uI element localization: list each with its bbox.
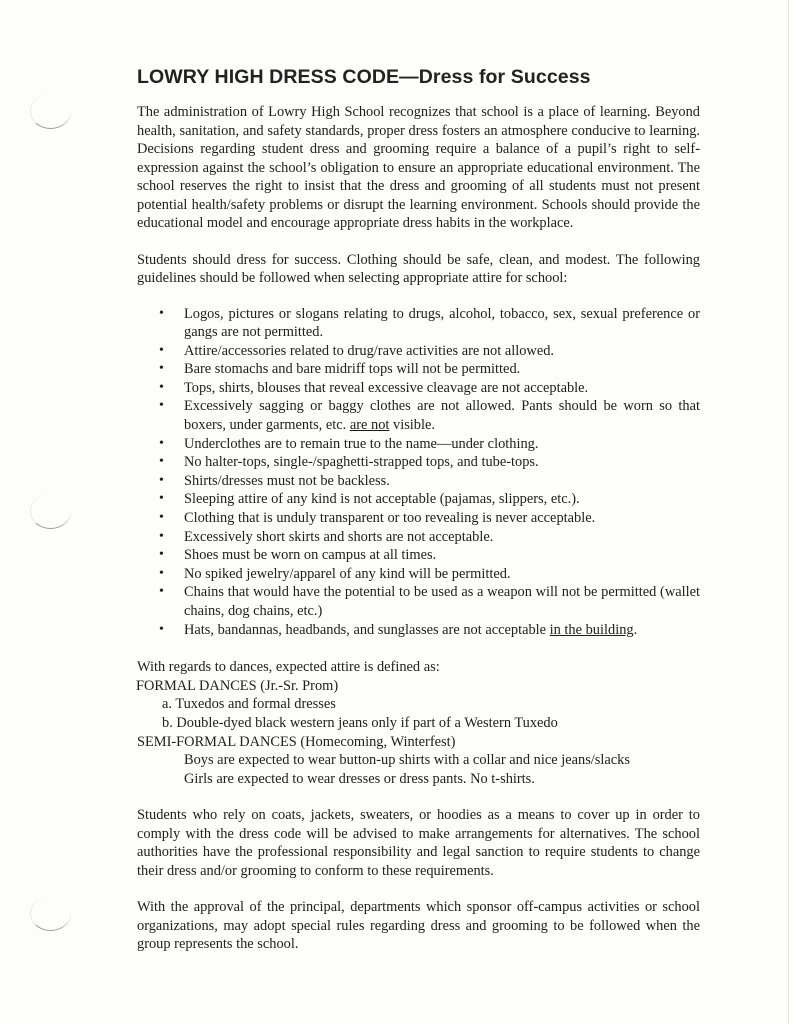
intro-paragraph: The administration of Lowry High School recognizes that school is a place of learning. Beyond health, sanitation, and safety standards, proper dress fosters an atmosphere conducive to learning. Decisions regarding student dress and grooming require a balance of a pupil’s right to self-expression against the school’s obligation to ensure an appropriate educational environment. The school reserves the right to insist that the dress and grooming of all students must not present potential health/safety problems or disrupt the learning environment. Schools should provide the educational model and encourage appropriate dress habits in the workplace. <box>137 104 700 231</box>
bullet-icon: • <box>159 342 164 358</box>
guideline-item: • Attire/accessories related to drug/rave activities are not allowed. <box>159 342 555 359</box>
guideline-item: • Excessively short skirts and shorts are not acceptable. <box>159 528 494 545</box>
guideline-item: • Tops, shirts, blouses that reveal excessive cleavage are not acceptable. <box>159 379 589 396</box>
bullet-icon: • <box>159 361 164 377</box>
approval-paragraph: With the approval of the principal, departments which sponsor off-campus activities or school organizations, may adopt special rules regarding dress and grooming to be followed when the group represents the school. <box>137 899 700 953</box>
dances-intro: With regards to dances, expected attire is defined as: <box>137 659 440 676</box>
guideline-item: • Sleeping attire of any kind is not acceptable (pajamas, slippers, etc.). <box>159 491 580 508</box>
punch-hole-top <box>30 94 71 129</box>
document-body <box>137 66 700 954</box>
guidelines-list <box>137 305 700 640</box>
underlined-text: in the building <box>549 621 634 638</box>
guideline-item: • Hats, bandannas, headbands, and sunglasses are not acceptable in the building. <box>159 621 638 638</box>
guideline-item: • No halter-tops, single-/spaghetti-strapped tops, and tube-tops. <box>159 454 539 471</box>
guideline-item: • Clothing that is unduly transparent or too revealing is never acceptable. <box>159 510 596 527</box>
guideline-item: • Excessively sagging or baggy clothes are not allowed. Pants should be worn so that boxers, under garments, etc. are not visible. <box>159 398 700 434</box>
guideline-item: • No spiked jewelry/apparel of any kind will be permitted. <box>159 565 511 582</box>
punch-hole-bottom <box>30 896 71 931</box>
bullet-icon: • <box>159 472 164 488</box>
bullet-icon: • <box>159 398 164 414</box>
bullet-icon: • <box>159 305 164 321</box>
semiformal-dance-item: Boys are expected to wear button-up shirts with a collar and nice jeans/slacks <box>184 752 630 769</box>
bullet-icon: • <box>159 584 164 600</box>
guideline-item: • Underclothes are to remain true to the name—under clothing. <box>159 435 539 452</box>
bullet-icon: • <box>159 547 164 563</box>
bullet-icon: • <box>159 621 164 637</box>
page-edge <box>788 0 789 1024</box>
formal-dance-item: a. Tuxedos and formal dresses <box>162 696 336 713</box>
bullet-icon: • <box>159 510 164 526</box>
formal-dance-item: b. Double-dyed black western jeans only if part of a Western Tuxedo <box>162 714 558 731</box>
bullet-icon: • <box>159 454 164 470</box>
underlined-text: are not <box>349 417 390 434</box>
punch-hole-middle <box>30 494 71 529</box>
semiformal-dance-item: Girls are expected to wear dresses or dress pants. No t-shirts. <box>184 770 535 787</box>
bullet-icon: • <box>159 528 164 544</box>
semiformal-dances-heading: SEMI-FORMAL DANCES (Homecoming, Winterfest) <box>137 733 456 750</box>
formal-dances-heading: FORMAL DANCES (Jr.-Sr. Prom) <box>136 677 339 694</box>
guideline-item: • Shoes must be worn on campus at all times. <box>159 547 437 564</box>
document-title: LOWRY HIGH DRESS CODE—Dress for Success <box>137 66 591 88</box>
coverup-paragraph: Students who rely on coats, jackets, sweaters, or hoodies as a means to cover up in order to comply with the dress code will be advised to make arrangements for alternatives. The school authorities have the professional responsibility and legal sanction to require students to change their dress and/or grooming to conform to these requirements. <box>137 807 700 879</box>
guideline-item: • Bare stomachs and bare midriff tops will not be permitted. <box>159 361 521 378</box>
bullet-icon: • <box>159 379 164 395</box>
bullet-icon: • <box>159 565 164 581</box>
guideline-item: • Shirts/dresses must not be backless. <box>159 472 390 489</box>
guideline-item: • Logos, pictures or slogans relating to drugs, alcohol, tobacco, sex, sexual preference or gangs are not permitted. <box>159 305 700 341</box>
bullet-icon: • <box>159 435 164 451</box>
bullet-icon: • <box>159 491 164 507</box>
guidelines-intro: Students should dress for success. Clothing should be safe, clean, and modest. The following guidelines should be followed when selecting appropriate attire for school: <box>137 251 700 286</box>
guideline-item: • Chains that would have the potential to be used as a weapon will not be permitted (wallet chains, dog chains, etc.) <box>159 584 700 619</box>
